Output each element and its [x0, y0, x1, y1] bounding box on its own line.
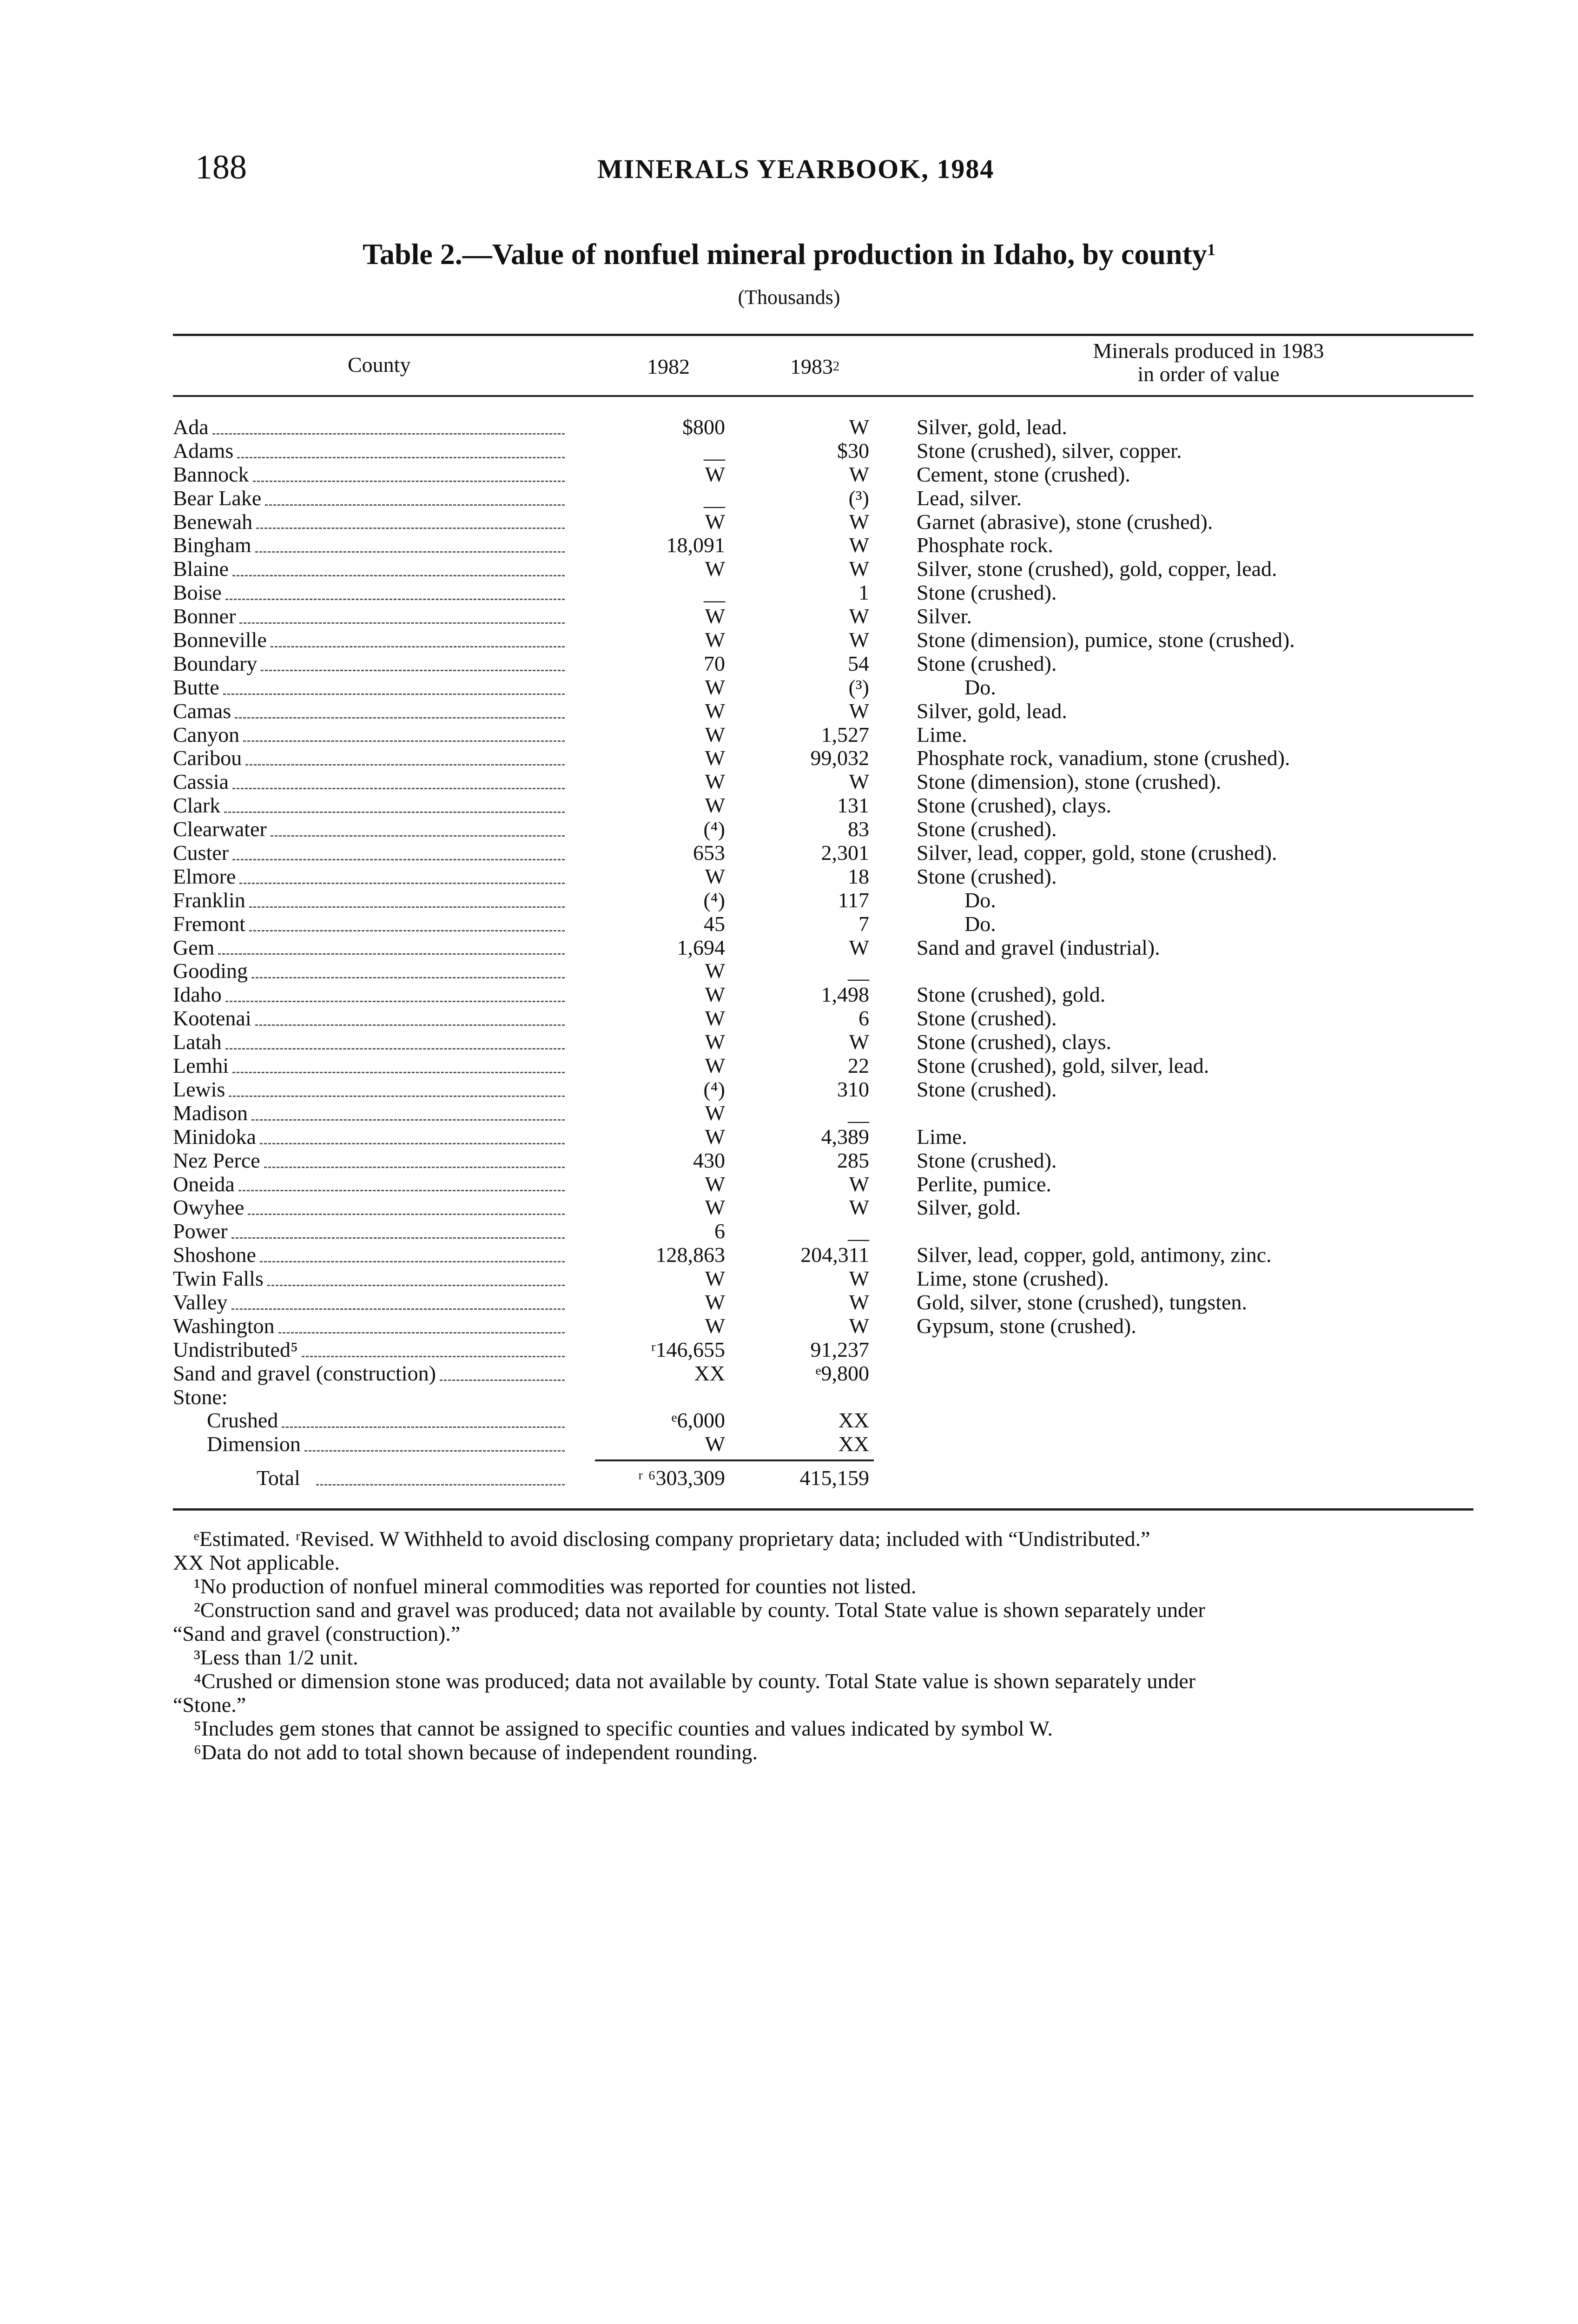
- leader-dots: [237, 435, 565, 458]
- leader-dots: [232, 837, 565, 860]
- footnote: ⁵Includes gem stones that cannot be assigned to specific counties and values indicated by symbol W.: [194, 1717, 1053, 1740]
- county-name: Power: [173, 1219, 228, 1243]
- minerals-produced: Do.: [964, 675, 996, 699]
- footnote: ¹No production of nonfuel mineral commodities was reported for counties not listed.: [194, 1574, 917, 1598]
- leader-dots: [271, 624, 565, 647]
- value-1982: W: [705, 983, 725, 1007]
- county-name: Owyhee: [173, 1195, 244, 1220]
- county-name: Bonneville: [173, 628, 267, 652]
- county-name: Minidoka: [173, 1124, 256, 1149]
- value-1983: W: [849, 415, 869, 439]
- leader-dots: [239, 860, 565, 884]
- leader-dots: [243, 719, 565, 742]
- leader-dots: [278, 1310, 565, 1334]
- county-name: Oneida: [173, 1172, 235, 1196]
- value-1983: W: [849, 1030, 869, 1054]
- leader-dots: [225, 1026, 565, 1050]
- leader-dots: [245, 742, 565, 766]
- value-1982: W: [705, 864, 725, 888]
- leader-dots: [249, 908, 565, 931]
- county-name: Blaine: [173, 557, 229, 581]
- county-name: Bannock: [173, 462, 249, 486]
- value-1982: W: [705, 1030, 725, 1054]
- value-1982: W: [705, 1195, 725, 1220]
- leader-dots: [212, 411, 565, 435]
- leader-dots: [302, 1334, 565, 1357]
- minerals-produced: Lime.: [917, 1124, 967, 1149]
- value-1983: 1,527: [821, 722, 869, 746]
- footnote: XX Not applicable.: [173, 1551, 340, 1574]
- value-1982: XX: [694, 1361, 725, 1385]
- minerals-produced: Stone (dimension), pumice, stone (crushed).: [917, 628, 1295, 652]
- minerals-produced: Stone (crushed).: [917, 1148, 1057, 1172]
- value-1982: __: [704, 438, 725, 462]
- leader-dots: [256, 506, 565, 529]
- value-1983: W: [849, 533, 869, 557]
- leader-dots: [239, 600, 565, 624]
- table-row: [0, 1125, 1578, 1149]
- value-1982: 653: [693, 841, 725, 865]
- table-row: [0, 723, 1578, 747]
- leader-dots: [271, 813, 565, 837]
- county-name: Lewis: [173, 1077, 225, 1101]
- footnote: ³Less than 1/2 unit.: [194, 1645, 358, 1669]
- minerals-produced: Stone (crushed), clays.: [917, 793, 1111, 818]
- leader-dots: [282, 1404, 565, 1428]
- county-name: Clearwater: [173, 817, 267, 841]
- leader-dots: [253, 458, 565, 482]
- value-1982: ʳ146,655: [651, 1337, 725, 1361]
- minerals-produced: Silver, gold.: [917, 1195, 1021, 1220]
- county-name: Stone:: [173, 1385, 228, 1409]
- minerals-produced: Lime.: [917, 722, 967, 746]
- table-row: [0, 1338, 1578, 1362]
- value-1982: ᵉ6,000: [671, 1408, 725, 1433]
- value-1983: __: [848, 959, 869, 983]
- column-header-1983: [790, 355, 839, 378]
- county-name: Sand and gravel (construction): [173, 1361, 436, 1385]
- total-row: [0, 1466, 1578, 1490]
- value-1983: W: [849, 1172, 869, 1196]
- leader-dots: [229, 1073, 565, 1097]
- county-name: Madison: [173, 1101, 248, 1125]
- value-1982: W: [705, 1314, 725, 1338]
- minerals-produced: Silver, lead, copper, gold, stone (crushed).: [917, 841, 1277, 865]
- leader-dots: [225, 978, 565, 1002]
- table-row: [0, 605, 1578, 628]
- running-head: MINERALS YEARBOOK, 1984: [597, 154, 995, 184]
- value-1983: (³): [848, 486, 869, 510]
- value-1982: W: [705, 746, 725, 770]
- value-1982: W: [705, 959, 725, 983]
- value-1983: 6: [858, 1006, 869, 1030]
- county-name: Boundary: [173, 651, 257, 675]
- leader-dots: [231, 1286, 565, 1310]
- leader-dots: [231, 1215, 565, 1239]
- leader-dots: [218, 931, 565, 955]
- value-1982: W: [705, 770, 725, 794]
- county-name: Cassia: [173, 770, 229, 794]
- total-1982: ʳ ⁶303,309: [638, 1466, 725, 1490]
- value-1983: 91,237: [810, 1337, 869, 1361]
- value-1982: W: [705, 509, 725, 534]
- value-1982: 128,863: [655, 1243, 725, 1267]
- leader-dots: [261, 647, 565, 671]
- value-1983: 54: [848, 651, 869, 675]
- value-1982: 45: [704, 911, 725, 936]
- value-1983: W: [849, 935, 869, 959]
- value-1983: 99,032: [810, 746, 869, 770]
- leader-dots: [265, 482, 565, 506]
- footnote: “Sand and gravel (construction).”: [173, 1622, 461, 1645]
- minerals-produced: Stone (crushed).: [917, 581, 1057, 605]
- minerals-produced: Stone (crushed).: [917, 864, 1057, 888]
- value-1983: XX: [838, 1408, 869, 1433]
- minerals-produced: Silver, gold, lead.: [917, 415, 1067, 439]
- county-name: Ada: [173, 415, 209, 439]
- value-1983: $30: [837, 438, 869, 462]
- table-title: [0, 237, 1578, 271]
- value-1982: 70: [704, 651, 725, 675]
- value-1982: 6: [714, 1219, 725, 1243]
- minerals-produced: Gypsum, stone (crushed).: [917, 1314, 1136, 1338]
- table-row: [0, 1243, 1578, 1267]
- value-1983: XX: [838, 1432, 869, 1456]
- total-1983: 415,159: [799, 1466, 869, 1490]
- column-header-1983-text: 1983: [790, 355, 833, 378]
- county-name: Dimension: [207, 1432, 301, 1456]
- county-name: Clark: [173, 793, 221, 818]
- value-1982: W: [705, 675, 725, 699]
- county-name: Latah: [173, 1030, 222, 1054]
- value-1983: W: [849, 1290, 869, 1314]
- table-row: [0, 487, 1578, 510]
- minerals-produced: Lime, stone (crushed).: [917, 1267, 1109, 1291]
- column-header-minerals-line2: in order of value: [1137, 362, 1280, 386]
- table-row: [0, 510, 1578, 534]
- value-1982: W: [705, 722, 725, 746]
- value-1982: __: [704, 486, 725, 510]
- value-1983: W: [849, 557, 869, 581]
- county-name: Valley: [173, 1290, 228, 1314]
- table-row: [0, 1433, 1578, 1456]
- value-1982: W: [705, 1101, 725, 1125]
- county-name: Bear Lake: [173, 486, 262, 510]
- minerals-produced: Perlite, pumice.: [917, 1172, 1051, 1196]
- value-1982: W: [705, 1006, 725, 1030]
- value-1982: W: [705, 604, 725, 628]
- value-1983: ᵉ9,800: [815, 1361, 869, 1385]
- county-name: Benewah: [173, 509, 253, 534]
- value-1983: 310: [837, 1077, 869, 1101]
- value-1982: __: [704, 581, 725, 605]
- minerals-produced: Lead, silver.: [917, 486, 1022, 510]
- table-row: [0, 936, 1578, 960]
- value-1983: 1: [858, 581, 869, 605]
- county-name: Nez Perce: [173, 1148, 260, 1172]
- header-bottom-rule: [173, 395, 1473, 397]
- minerals-produced: Stone (crushed).: [917, 817, 1057, 841]
- value-1983: 285: [837, 1148, 869, 1172]
- leader-dots: [251, 1097, 565, 1121]
- value-1983: __: [848, 1219, 869, 1243]
- value-1982: W: [705, 1432, 725, 1456]
- table-row: [0, 1362, 1578, 1386]
- value-1983: W: [849, 604, 869, 628]
- county-name: Gooding: [173, 959, 248, 983]
- value-1983: 83: [848, 817, 869, 841]
- leader-dots: [249, 884, 565, 908]
- leader-dots: [264, 1144, 565, 1168]
- total-label: Total: [257, 1466, 300, 1490]
- county-name: Boise: [173, 581, 222, 605]
- value-1982: W: [705, 462, 725, 486]
- column-header-1982: 1982: [647, 355, 690, 378]
- minerals-produced: Stone (crushed), gold, silver, lead.: [917, 1054, 1209, 1078]
- footnote: ⁶Data do not add to total shown because of independent rounding.: [194, 1740, 758, 1764]
- leader-dots: [267, 1262, 565, 1286]
- minerals-produced: Stone (crushed).: [917, 1006, 1057, 1030]
- leader-dots: [238, 1168, 565, 1192]
- table-row: [0, 889, 1578, 912]
- minerals-produced: Sand and gravel (industrial).: [917, 935, 1160, 959]
- table-row: [0, 841, 1578, 865]
- table-row: [0, 1386, 1578, 1409]
- county-name: Caribou: [173, 746, 242, 770]
- table-units: (Thousands): [738, 286, 840, 309]
- value-1982: (⁴): [703, 817, 725, 841]
- value-1983: W: [849, 1314, 869, 1338]
- county-name: Elmore: [173, 864, 236, 888]
- value-1982: 430: [693, 1148, 725, 1172]
- value-1983: 7: [858, 911, 869, 936]
- leader-dots: [316, 1462, 565, 1486]
- table-row: [0, 700, 1578, 723]
- table-body: [0, 416, 1578, 1456]
- value-1983: 1,498: [821, 983, 869, 1007]
- leader-dots: [232, 766, 565, 789]
- leader-dots: [223, 671, 565, 695]
- table-row: [0, 1102, 1578, 1125]
- value-1983: W: [849, 770, 869, 794]
- leader-dots: [232, 553, 565, 576]
- value-1982: W: [705, 1290, 725, 1314]
- table-row: [0, 1291, 1578, 1314]
- table-row: [0, 1409, 1578, 1433]
- footnote: “Stone.”: [173, 1693, 246, 1717]
- minerals-produced: Phosphate rock, vanadium, stone (crushed).: [917, 746, 1290, 770]
- minerals-produced: Stone (dimension), stone (crushed).: [917, 770, 1221, 794]
- table-row: [0, 463, 1578, 487]
- table-title-footnote-ref: 1: [1207, 240, 1215, 259]
- leader-dots: [260, 1121, 565, 1144]
- value-1983: (³): [848, 675, 869, 699]
- table-row: [0, 439, 1578, 463]
- minerals-produced: Silver.: [917, 604, 972, 628]
- column-header-minerals-line1: Minerals produced in 1983: [1093, 339, 1324, 363]
- table-row: [0, 628, 1578, 652]
- value-1983: W: [849, 462, 869, 486]
- leader-dots: [255, 529, 565, 553]
- leader-dots: [225, 576, 565, 600]
- table-row: [0, 1149, 1578, 1173]
- leader-dots: [304, 1428, 565, 1452]
- value-1983: W: [849, 699, 869, 723]
- column-header-county: County: [348, 353, 411, 376]
- value-1982: 18,091: [666, 533, 725, 557]
- value-1982: W: [705, 793, 725, 818]
- minerals-produced: Phosphate rock.: [917, 533, 1053, 557]
- value-1982: W: [705, 1124, 725, 1149]
- table-title-text: Table 2.—Value of nonfuel mineral production in Idaho, by county: [363, 238, 1207, 271]
- minerals-produced: Silver, lead, copper, gold, antimony, zinc.: [917, 1243, 1272, 1267]
- minerals-produced: Do.: [964, 888, 996, 912]
- value-1983: 117: [838, 888, 869, 912]
- value-1983: 4,389: [821, 1124, 869, 1149]
- value-1983: 18: [848, 864, 869, 888]
- value-1982: (⁴): [703, 888, 725, 912]
- minerals-produced: Gold, silver, stone (crushed), tungsten.: [917, 1290, 1248, 1314]
- table-row: [0, 581, 1578, 605]
- leader-dots: [232, 1050, 565, 1073]
- minerals-produced: Stone (crushed).: [917, 651, 1057, 675]
- value-1982: 1,694: [677, 935, 725, 959]
- county-name: Butte: [173, 675, 219, 699]
- value-1982: W: [705, 1267, 725, 1291]
- county-name: Adams: [173, 438, 234, 462]
- minerals-produced: Stone (crushed), silver, copper.: [917, 438, 1182, 462]
- table-top-rule: [173, 334, 1473, 336]
- county-name: Lemhi: [173, 1054, 229, 1078]
- table-bottom-rule: [173, 1508, 1473, 1511]
- leader-dots: [260, 1239, 565, 1262]
- total-rule: [595, 1459, 874, 1461]
- value-1982: W: [705, 628, 725, 652]
- value-1983: W: [849, 509, 869, 534]
- value-1983: __: [848, 1101, 869, 1125]
- footnotes: [173, 1527, 1474, 1764]
- value-1983: 2,301: [821, 841, 869, 865]
- minerals-produced: Do.: [964, 911, 996, 936]
- county-name: Undistributed⁵: [173, 1337, 298, 1361]
- minerals-produced: Stone (crushed).: [917, 1077, 1057, 1101]
- value-1983: 204,311: [800, 1243, 869, 1267]
- county-name: Shoshone: [173, 1243, 256, 1267]
- value-1982: W: [705, 557, 725, 581]
- county-name: Custer: [173, 841, 229, 865]
- county-name: Twin Falls: [173, 1267, 264, 1291]
- value-1983: 131: [837, 793, 869, 818]
- table-row: [0, 1078, 1578, 1102]
- county-name: Crushed: [207, 1408, 278, 1433]
- footnote: ᵉEstimated. ʳRevised. W Withheld to avoid disclosing company proprietary data; included with “Undistributed.”: [194, 1527, 1150, 1551]
- page-number: 188: [195, 148, 247, 186]
- value-1982: W: [705, 1172, 725, 1196]
- county-name: Fremont: [173, 911, 245, 936]
- county-name: Bonner: [173, 604, 236, 628]
- minerals-produced: Silver, stone (crushed), gold, copper, lead.: [917, 557, 1277, 581]
- leader-dots: [235, 695, 565, 719]
- leader-dots: [440, 1357, 565, 1381]
- footnote: ²Construction sand and gravel was produced; data not available by county. Total State value is shown separately under: [194, 1598, 1205, 1622]
- value-1982: W: [705, 1054, 725, 1078]
- column-header-1983-footnote-ref: 2: [833, 359, 839, 374]
- table-row: [0, 1220, 1578, 1243]
- table-row: [0, 794, 1578, 818]
- footnote: ⁴Crushed or dimension stone was produced; data not available by county. Total State value is shown separately under: [194, 1669, 1196, 1693]
- leader-dots: [224, 789, 565, 813]
- table-row: [0, 983, 1578, 1007]
- column-header-minerals: [1053, 339, 1364, 386]
- value-1983: W: [849, 1195, 869, 1220]
- county-name: Bingham: [173, 533, 251, 557]
- county-name: Idaho: [173, 983, 222, 1007]
- county-name: Canyon: [173, 722, 240, 746]
- county-name: Gem: [173, 935, 215, 959]
- minerals-produced: Silver, gold, lead.: [917, 699, 1067, 723]
- value-1983: W: [849, 1267, 869, 1291]
- minerals-produced: Stone (crushed), clays.: [917, 1030, 1111, 1054]
- minerals-produced: Stone (crushed), gold.: [917, 983, 1106, 1007]
- value-1982: W: [705, 699, 725, 723]
- county-name: Franklin: [173, 888, 245, 912]
- table-row: [0, 1173, 1578, 1196]
- value-1982: (⁴): [703, 1077, 725, 1101]
- leader-dots: [251, 955, 565, 978]
- value-1982: $800: [682, 415, 725, 439]
- table-row: [0, 1314, 1578, 1338]
- minerals-produced: Garnet (abrasive), stone (crushed).: [917, 509, 1213, 534]
- county-name: Kootenai: [173, 1006, 251, 1030]
- county-name: Washington: [173, 1314, 275, 1338]
- minerals-produced: Cement, stone (crushed).: [917, 462, 1130, 486]
- leader-dots: [255, 1002, 565, 1026]
- county-name: Camas: [173, 699, 231, 723]
- value-1983: 22: [848, 1054, 869, 1078]
- table-row: [0, 865, 1578, 889]
- leader-dots: [248, 1191, 565, 1215]
- value-1983: W: [849, 628, 869, 652]
